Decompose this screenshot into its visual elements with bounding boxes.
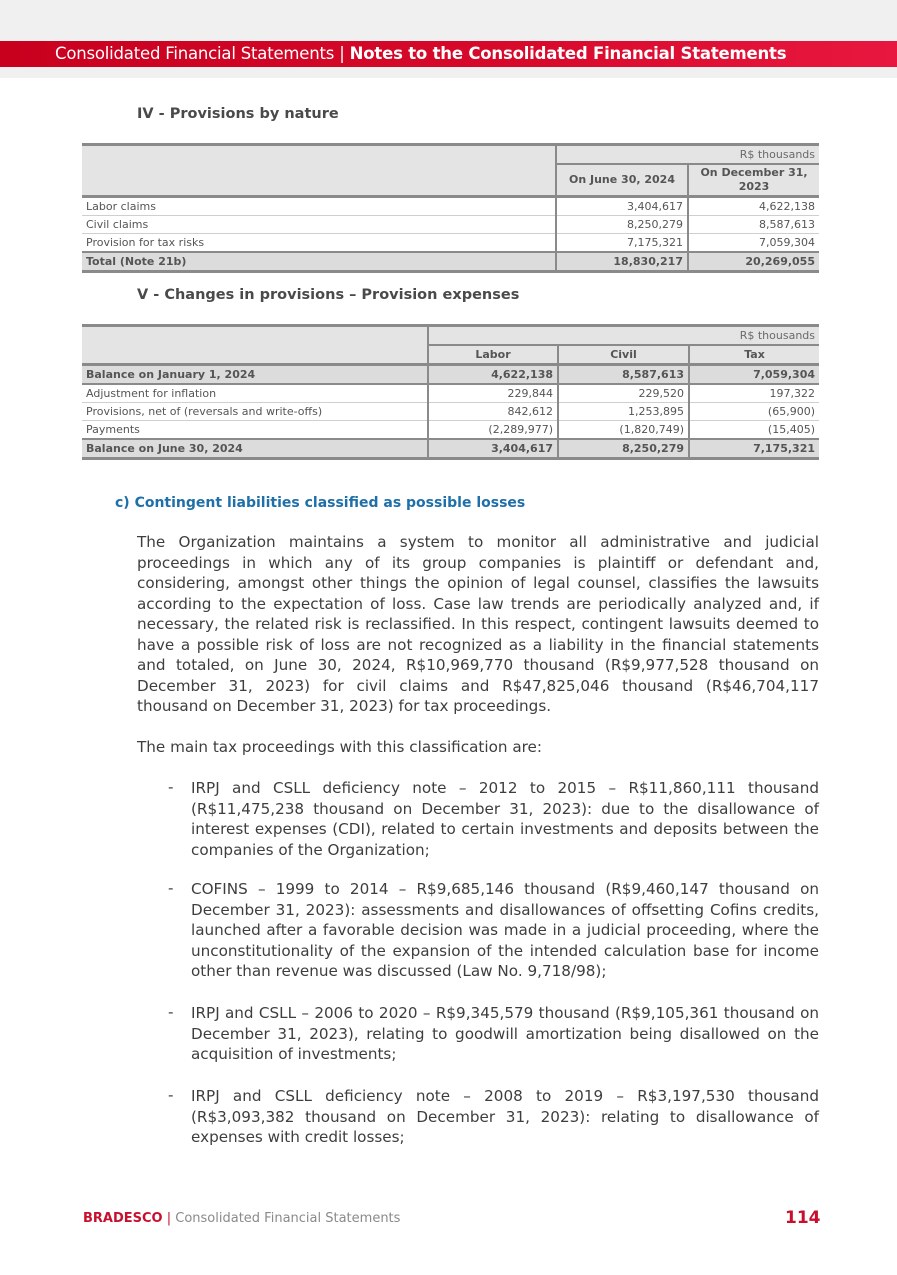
header-banner xyxy=(0,41,897,67)
footer-separator: | xyxy=(162,1211,176,1226)
page-number: 114 xyxy=(785,1208,821,1228)
changes-in-provisions-table xyxy=(82,324,819,460)
cell-value: 7,175,321 xyxy=(556,234,688,253)
column-header: On June 30, 2024 xyxy=(556,164,688,197)
row-label: Balance on June 30, 2024 xyxy=(82,439,428,459)
cell-value: 7,059,304 xyxy=(759,236,815,249)
cell-value: 8,587,613 xyxy=(558,365,689,385)
row-label: Balance on January 1, 2024 xyxy=(82,365,428,385)
total-row xyxy=(82,252,819,272)
table-row xyxy=(82,234,819,253)
list-item: IRPJ and CSLL – 2006 to 2020 – R$9,345,579 thousand (R$9,105,361 thousand on December 31, 2023), relating to goodwill amortization being disallowed on the acquisition of investments; xyxy=(191,1004,819,1063)
column-header: On December 31, 2023 xyxy=(700,166,808,193)
bullet-marker: - xyxy=(168,879,174,897)
cell-value: 8,587,613 xyxy=(759,218,815,231)
cell-value: 4,622,138 xyxy=(759,200,815,213)
table-corner xyxy=(82,326,428,365)
row-label: Payments xyxy=(82,421,428,440)
row-label: Provisions, net of (reversals and write-offs) xyxy=(82,403,428,421)
cell-value: (15,405) xyxy=(767,423,815,436)
cell-value: 3,404,617 xyxy=(556,197,688,216)
bullet-marker: - xyxy=(168,1086,174,1104)
contingent-liabilities-paragraph: The Organization maintains a system to monitor all administrative and judicial proceedings in which any of its group companies is plaintiff or defendant and, considering, amongst other things the opinion of legal counsel, classifies the lawsuits according to the expectation of loss. Case law trends are periodically analyzed and, if necessary, the related risk is reclassified. In this respect, contingent lawsuits deemed to have a possible risk of loss are not recognized as a liability in the financial statements and totaled, on June 30, 2024, R$10,969,770 thousand (R$9,977,528 thousand on December 31, 2023) for civil claims and R$47,825,046 thousand (R$46,704,117 thousand on December 31, 2023) for tax proceedings. xyxy=(137,533,819,715)
closing-balance-row xyxy=(82,439,819,459)
table-row xyxy=(82,384,819,403)
footer xyxy=(83,1211,400,1226)
cell-value: 18,830,217 xyxy=(556,252,688,272)
list-item: COFINS – 1999 to 2014 – R$9,685,146 thousand (R$9,460,147 thousand on December 31, 2023): assessments and disallowances of offsetting Cofins credits, launched after a favorable decision was made in a judicial proceeding, where the unconstitutionality of the expansion of the intended calculation base for income other than revenue was discussed (Law No. 9,718/98); xyxy=(191,880,819,980)
cell-value: (1,820,749) xyxy=(558,421,689,440)
header-subsection: Notes to the Consolidated Financial Statements xyxy=(349,44,787,63)
table-corner xyxy=(82,145,556,197)
table-row xyxy=(82,197,819,216)
bullet-marker: - xyxy=(168,1003,174,1021)
tax-proceedings-intro: The main tax proceedings with this classification are: xyxy=(137,738,543,756)
unit-label: R$ thousands xyxy=(428,326,819,346)
cell-value: (2,289,977) xyxy=(428,421,558,440)
table-row xyxy=(82,421,819,440)
row-label: Labor claims xyxy=(82,197,556,216)
row-label: Total (Note 21b) xyxy=(82,252,556,272)
column-header: Labor xyxy=(428,345,558,365)
cell-value: 229,844 xyxy=(428,384,558,403)
changes-in-provisions-title: V - Changes in provisions – Provision expenses xyxy=(137,287,520,303)
cell-value: 1,253,895 xyxy=(558,403,689,421)
footer-document-title: Consolidated Financial Statements xyxy=(175,1211,401,1226)
cell-value: (65,900) xyxy=(767,405,815,418)
row-label: Civil claims xyxy=(82,216,556,234)
column-header: Tax xyxy=(744,348,765,361)
cell-value: 4,622,138 xyxy=(428,365,558,385)
cell-value: 8,250,279 xyxy=(558,439,689,459)
contingent-liabilities-heading: c) Contingent liabilities classified as possible losses xyxy=(115,495,526,511)
cell-value: 197,322 xyxy=(769,387,815,400)
header-section: Consolidated Financial Statements xyxy=(55,44,335,63)
table-row xyxy=(82,216,819,234)
bullet-marker: - xyxy=(168,778,174,796)
provisions-by-nature-title: IV - Provisions by nature xyxy=(137,106,339,122)
cell-value: 842,612 xyxy=(428,403,558,421)
row-label: Provision for tax risks xyxy=(82,234,556,253)
cell-value: 229,520 xyxy=(558,384,689,403)
header-separator: | xyxy=(334,44,350,63)
cell-value: 3,404,617 xyxy=(428,439,558,459)
list-item: IRPJ and CSLL deficiency note – 2008 to 2019 – R$3,197,530 thousand (R$3,093,382 thousand on December 31, 2023): relating to disallowance of expenses with credit losses; xyxy=(191,1087,819,1146)
cell-value: 20,269,055 xyxy=(688,252,819,272)
unit-label: R$ thousands xyxy=(556,145,819,165)
cell-value: 7,059,304 xyxy=(689,365,819,385)
table-row xyxy=(82,403,819,421)
row-label: Adjustment for inflation xyxy=(82,384,428,403)
provisions-by-nature-table xyxy=(82,143,819,273)
opening-balance-row xyxy=(82,365,819,385)
cell-value: 7,175,321 xyxy=(689,439,819,459)
column-header: Civil xyxy=(558,345,689,365)
list-item: IRPJ and CSLL deficiency note – 2012 to 2015 – R$11,860,111 thousand (R$11,475,238 thousand on December 31, 2023): due to the disallowance of interest expenses (CDI), related to certain investments and deposits between the companies of the Organization; xyxy=(191,779,819,859)
brand-logo-text: BRADESCO xyxy=(83,1211,163,1226)
cell-value: 8,250,279 xyxy=(556,216,688,234)
